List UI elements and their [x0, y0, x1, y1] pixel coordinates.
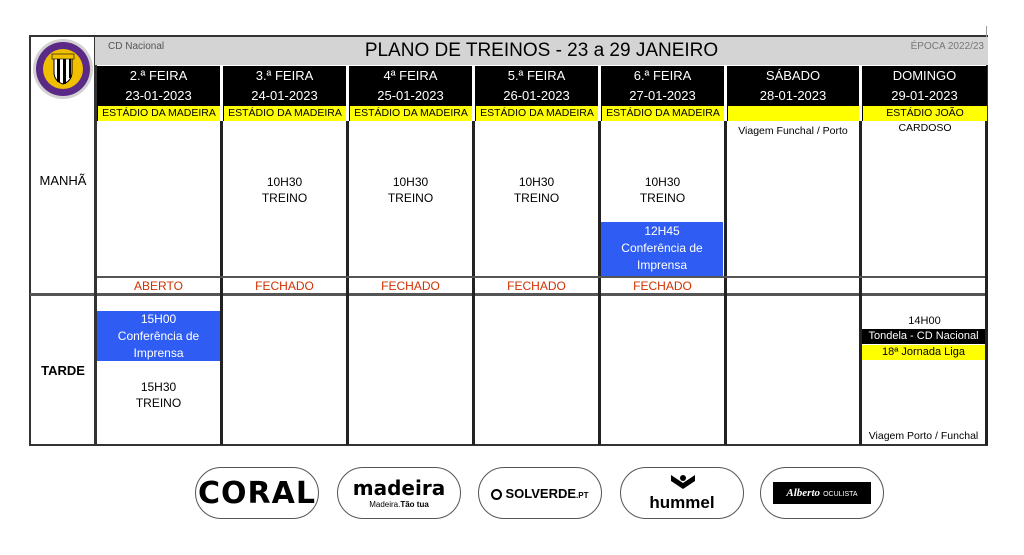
training-time: 10H30: [392, 175, 429, 189]
status-tuesday: FECHADO: [255, 279, 314, 293]
sponsor-madeira-tagline-bold: Tão tua: [400, 500, 429, 509]
club-crest-logo: [32, 38, 94, 100]
sponsor-coral-logo: [195, 467, 319, 519]
match-time-sunday: 14H00: [908, 315, 941, 327]
event-title-line2: Imprensa: [133, 346, 184, 360]
sponsor-coral-text: CORAL: [198, 476, 316, 511]
day-date: 26-01-2023: [503, 88, 570, 103]
solverde-icon: [491, 489, 502, 500]
training-activity: TREINO: [135, 396, 182, 410]
sponsor-hummel-logo: [620, 467, 744, 519]
training-time: 15H30: [140, 380, 177, 394]
club-name: CD Nacional: [108, 41, 165, 52]
status-thursday: FECHADO: [507, 279, 566, 293]
sponsor-alberto-logo: [760, 467, 884, 519]
venue-friday: ESTÁDIO DA MADEIRA: [601, 106, 724, 121]
venue-tuesday: ESTÁDIO DA MADEIRA: [223, 106, 346, 121]
day-header-monday: [97, 66, 220, 106]
day-name: 5.ª FEIRA: [507, 68, 566, 83]
event-title: Conferência de: [117, 329, 200, 343]
sponsor-hummel-text: hummel: [649, 493, 715, 512]
sponsor-solverde-suffix: .PT: [576, 491, 589, 500]
day-date: 27-01-2023: [629, 88, 696, 103]
training-time: 10H30: [644, 175, 681, 189]
event-title-line2: Imprensa: [636, 258, 688, 272]
day-name: 3.ª FEIRA: [255, 68, 314, 83]
row-label-afternoon: TARDE: [41, 363, 85, 378]
page-title: PLANO DE TREINOS - 23 a 29 JANEIRO: [364, 40, 719, 61]
day-header-sunday: [862, 66, 987, 106]
morning-training-wednesday: [349, 174, 472, 206]
sponsor-madeira-logo: [337, 467, 461, 519]
day-name: SÁBADO: [765, 68, 821, 83]
day-header-thursday: [475, 66, 598, 106]
day-name: DOMINGO: [892, 68, 957, 83]
event-time: 15H00: [140, 312, 177, 326]
morning-training-thursday: [475, 174, 598, 206]
morning-training-friday: [601, 174, 724, 206]
status-wednesday: FECHADO: [381, 279, 440, 293]
day-date: 23-01-2023: [125, 88, 192, 103]
morning-training-tuesday: [223, 174, 346, 206]
event-time: 12H45: [644, 224, 680, 238]
sponsor-alberto-suffix: OCULISTA: [823, 491, 858, 498]
training-activity: TREINO: [261, 191, 308, 205]
day-header-friday: [601, 66, 724, 106]
row-label-morning: MANHÃ: [39, 173, 87, 188]
status-monday: ABERTO: [134, 279, 183, 293]
season-label: ÉPOCA 2022/23: [910, 41, 984, 52]
venue-saturday: [727, 106, 859, 121]
training-time: 10H30: [518, 175, 555, 189]
venue-monday: ESTÁDIO DA MADEIRA: [97, 106, 220, 121]
day-header-wednesday: [349, 66, 472, 106]
day-date: 24-01-2023: [251, 88, 318, 103]
sunday-travel-note: Viagem Porto / Funchal: [868, 430, 979, 442]
day-header-tuesday: [223, 66, 346, 106]
training-activity: TREINO: [513, 191, 560, 205]
press-conference-monday: [97, 311, 220, 361]
event-title: Conferência de: [621, 241, 703, 255]
day-name: 6.ª FEIRA: [633, 68, 692, 83]
afternoon-training-monday: [97, 379, 220, 411]
hummel-bee-icon: [669, 473, 697, 493]
day-date: 29-01-2023: [891, 88, 958, 103]
venue-thursday: ESTÁDIO DA MADEIRA: [475, 106, 598, 121]
match-competition: 18ª Jornada Liga: [862, 345, 985, 360]
venue-wednesday: ESTÁDIO DA MADEIRA: [349, 106, 472, 121]
training-time: 10H30: [266, 175, 303, 189]
status-friday: FECHADO: [633, 279, 692, 293]
sponsor-madeira-tagline: Madeira.: [369, 500, 401, 509]
sponsor-madeira-text: madeira: [352, 476, 446, 500]
match-fixture: Tondela - CD Nacional: [862, 329, 985, 344]
venue-sunday: ESTÁDIO JOÃO CARDOSO: [862, 106, 987, 121]
sponsor-solverde-logo: [478, 467, 602, 519]
day-name: 2.ª FEIRA: [129, 68, 188, 83]
saturday-travel-note: Viagem Funchal / Porto: [738, 125, 848, 137]
training-activity: TREINO: [639, 191, 686, 205]
press-conference-friday: [601, 222, 723, 276]
day-date: 25-01-2023: [377, 88, 444, 103]
training-activity: TREINO: [387, 191, 434, 205]
day-date: 28-01-2023: [759, 88, 827, 103]
day-name: 4ª FEIRA: [383, 68, 438, 83]
sponsor-solverde-text: SOLVERDE: [505, 486, 577, 501]
sponsor-alberto-text: Alberto: [786, 487, 821, 499]
day-header-saturday: [727, 66, 859, 106]
